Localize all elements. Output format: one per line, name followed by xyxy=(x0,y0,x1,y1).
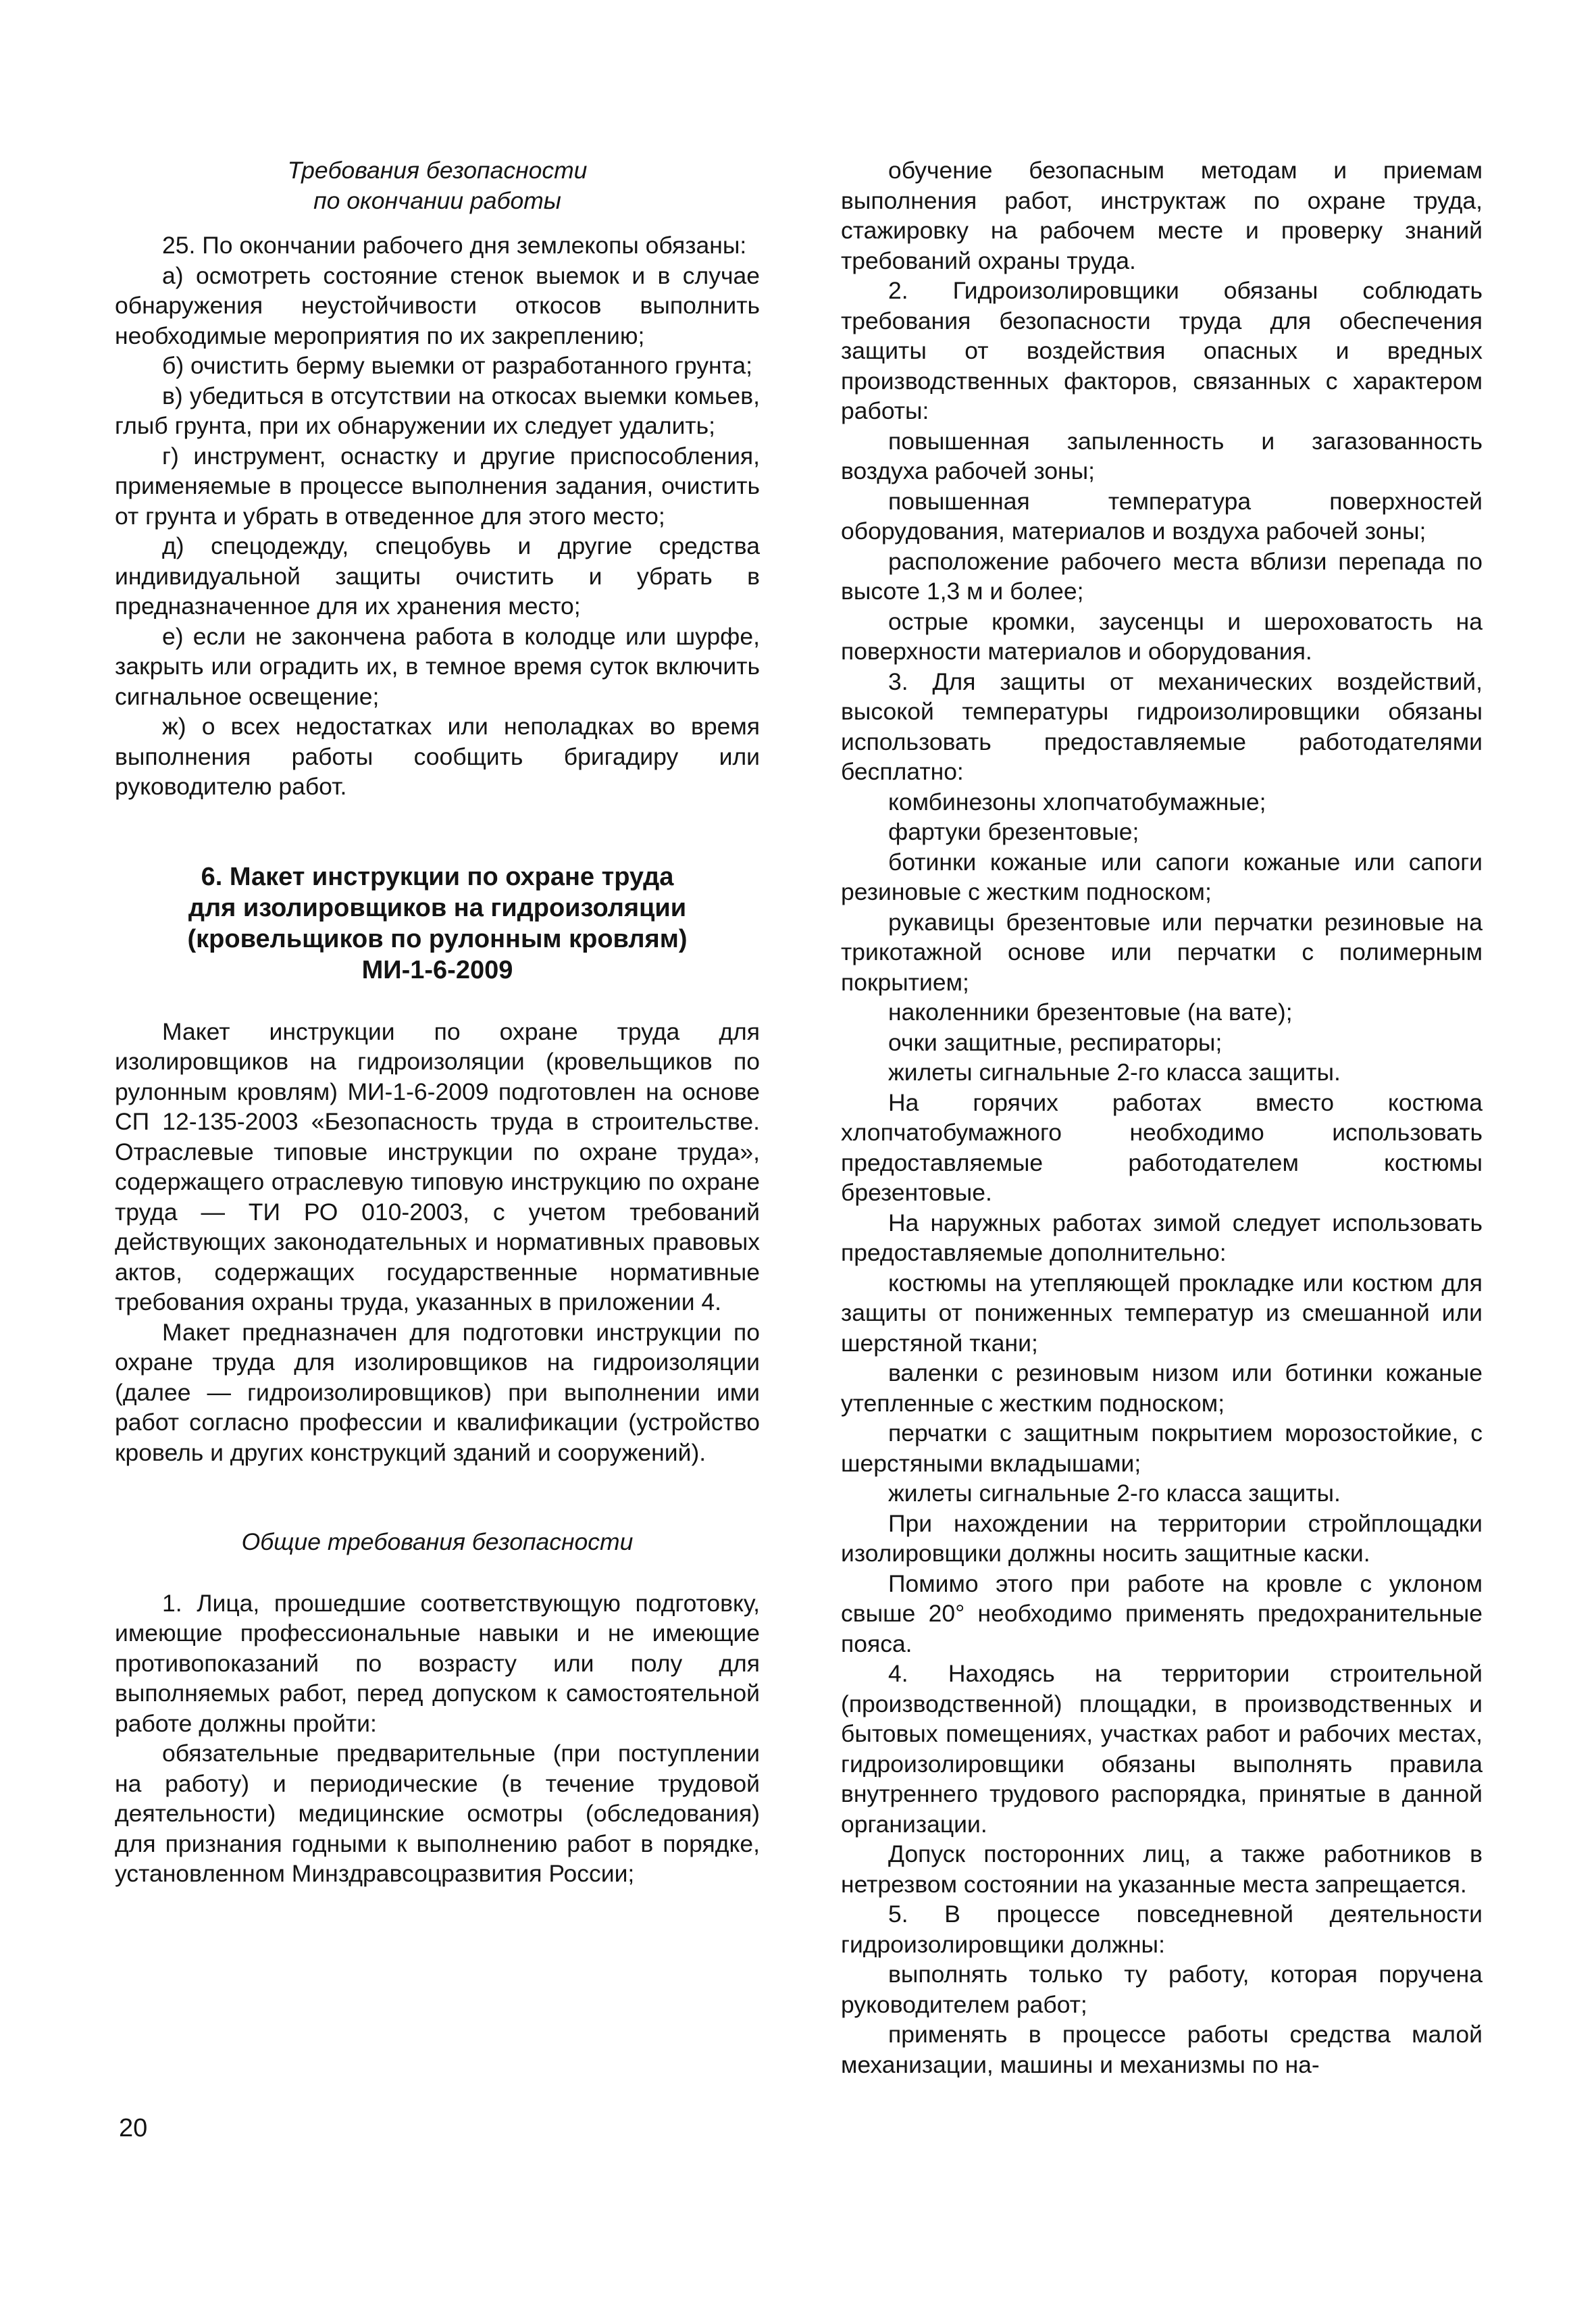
list-item: валенки с резиновым низом или ботинки кожаные утепленные с жестким подноском; xyxy=(841,1359,1483,1417)
list-item: перчатки с защитным покрытием морозостойкие, с шерстяными вкладышами; xyxy=(841,1419,1483,1477)
page-number: 20 xyxy=(119,2114,148,2142)
section-heading-line: МИ-1-6-2009 xyxy=(361,955,513,984)
list-item: фартуки брезентовые; xyxy=(888,818,1139,845)
section-heading-line: (кровельщиков по рулонным кровлям) xyxy=(187,924,688,953)
right-column xyxy=(841,155,1483,2080)
list-item: ботинки кожаные или сапоги кожаные или сапоги резиновые с жестким подноском; xyxy=(841,848,1483,905)
paragraph: 3. Для защиты от механических воздействий, высокой температуры гидроизолировщики обязаны использовать предоставляемые работодателями бесплатно: xyxy=(841,668,1483,785)
paragraph: Помимо этого при работе на кровле с уклоном свыше 20° необходимо применять предохранительные пояса. xyxy=(841,1569,1483,1657)
paragraph-25a: а) осмотреть состояние стенок выемок и в случае обнаружения неустойчивости откосов выполнить необходимые мероприятия по их закреплению; xyxy=(115,261,760,349)
section-subtitle: по окончании работы xyxy=(313,186,561,214)
paragraph: 4. Находясь на территории строительной (производственной) площадки, в производственных и бытовых помещениях, участках работ и рабочих местах, гидроизолировщики обязаны выполнять правила внутреннего трудового распорядка, принятые в данной организации. xyxy=(841,1660,1483,1838)
paragraph-25zh: ж) о всех недостатках или неполадках во время выполнения работы сообщить бригадиру или руководителю работ. xyxy=(115,713,760,800)
intro-paragraph: Макет инструкции по охране труда для изолировщиков на гидроизоляции (кровельщиков по рулонным кровлям) МИ-1-6-2009 подготовлен на основе СП 12-135-2003 «Безопасность труда в строительстве. Отраслевые типовые инструкции по охране труда», содержащего отраслевую типовую инструкцию по охране труда — ТИ РО 010-2003, с учетом требований действующих законодательных и нормативных правовых актов, содержащих государственные нормативные требования охраны труда, указанных в приложении 4. xyxy=(115,1017,760,1315)
left-column xyxy=(115,155,760,1889)
list-item: острые кромки, заусенцы и шероховатость на поверхности материалов и оборудования. xyxy=(841,607,1483,665)
list-item: выполнять только ту работу, которая поручена руководителем работ; xyxy=(841,1961,1483,2018)
section-heading-line: 6. Макет инструкции по охране труда xyxy=(201,862,674,891)
list-item: рукавицы брезентовые или перчатки резиновые на трикотажной основе или перчатки с полимерным покрытием; xyxy=(841,908,1483,996)
paragraph: 5. В процессе повседневной деятельности гидроизолировщики должны: xyxy=(841,1901,1483,1958)
section-heading-line: для изолировщиков на гидроизоляции xyxy=(188,893,687,922)
section-heading xyxy=(115,861,760,986)
paragraph: На наружных работах зимой следует использовать предоставляемые дополнительно: xyxy=(841,1209,1483,1266)
paragraph-25v: в) убедиться в отсутствии на откосах выемки комьев, глыб грунта, при их обнаружении их следует удалить; xyxy=(115,382,760,439)
list-item: очки защитные, респираторы; xyxy=(888,1028,1222,1056)
paragraph: 2. Гидроизолировщики обязаны соблюдать требования безопасности труда для обеспечения защиты от воздействия опасных и вредных производственных факторов, связанных с характером работы: xyxy=(841,277,1483,424)
paragraph-25g: г) инструмент, оснастку и другие приспособления, применяемые в процессе выполнения задания, очистить от грунта и убрать в отведенное для этого место; xyxy=(115,442,760,530)
section-subtitle: Общие требования безопасности xyxy=(241,1528,634,1555)
list-item: жилеты сигнальные 2-го класса защиты. xyxy=(888,1059,1341,1086)
intro-paragraph: Макет предназначен для подготовки инструкции по охране труда для изолировщиков на гидроизоляции (далее — гидроизолировщиков) при выполнении ими работ согласно профессии и квалификации (устройство кровель и других конструкций зданий и сооружений). xyxy=(115,1318,760,1466)
list-item: повышенная запыленность и загазованность воздуха рабочей зоны; xyxy=(841,427,1483,484)
list-item: повышенная температура поверхностей оборудования, материалов и воздуха рабочей зоны; xyxy=(841,487,1483,545)
paragraph-25d: д) спецодежду, спецобувь и другие средства индивидуальной защиты очистить и убрать в предназначенное для их хранения место; xyxy=(115,532,760,620)
list-item: костюмы на утепляющей прокладке или костюм для защиты от пониженных температур из смешанной или шерстяной ткани; xyxy=(841,1269,1483,1357)
paragraph-25b: б) очистить берму выемки от разработанного грунта; xyxy=(162,352,753,379)
list-item: применять в процессе работы средства малой механизации, машины и механизмы по на- xyxy=(841,2021,1483,2078)
paragraph: обучение безопасным методам и приемам выполнения работ, инструктаж по охране труда, стажировку на рабочем месте и проверку знаний требований охраны труда. xyxy=(841,157,1483,274)
paragraph-1: 1. Лица, прошедшие соответствующую подготовку, имеющие профессиональные навыки и не имеющие противопоказаний по возрасту или полу для выполняемых работ, перед допуском к самостоятельной работе должны пройти: xyxy=(115,1589,760,1737)
paragraph-25: 25. По окончании рабочего дня землекопы обязаны: xyxy=(162,232,747,259)
list-item: наколенники брезентовые (на вате); xyxy=(888,999,1293,1026)
list-item: жилеты сигнальные 2-го класса защиты. xyxy=(888,1480,1341,1507)
paragraph-25e: е) если не закончена работа в колодце или шурфе, закрыть или оградить их, в темное время суток включить сигнальное освещение; xyxy=(115,622,760,710)
paragraph: При нахождении на территории стройплощадки изолировщики должны носить защитные каски. xyxy=(841,1509,1483,1567)
list-item: комбинезоны хлопчатобумажные; xyxy=(888,788,1266,815)
paragraph: Допуск посторонних лиц, а также работников в нетрезвом состоянии на указанные места запрещается. xyxy=(841,1840,1483,1898)
section-subtitle: Требования безопасности xyxy=(287,157,588,184)
list-item: расположение рабочего места вблизи перепада по высоте 1,3 м и более; xyxy=(841,547,1483,605)
paragraph: На горячих работах вместо костюма хлопчатобумажного необходимо использовать предоставляемые работодателем костюмы брезентовые. xyxy=(841,1088,1483,1206)
paragraph-1a: обязательные предварительные (при поступлении на работу) и периодические (в течение трудовой деятельности) медицинские осмотры (обследования) для признания годными к выполнению работ в порядке, установленном Минздравсоцразвития России; xyxy=(115,1740,760,1887)
